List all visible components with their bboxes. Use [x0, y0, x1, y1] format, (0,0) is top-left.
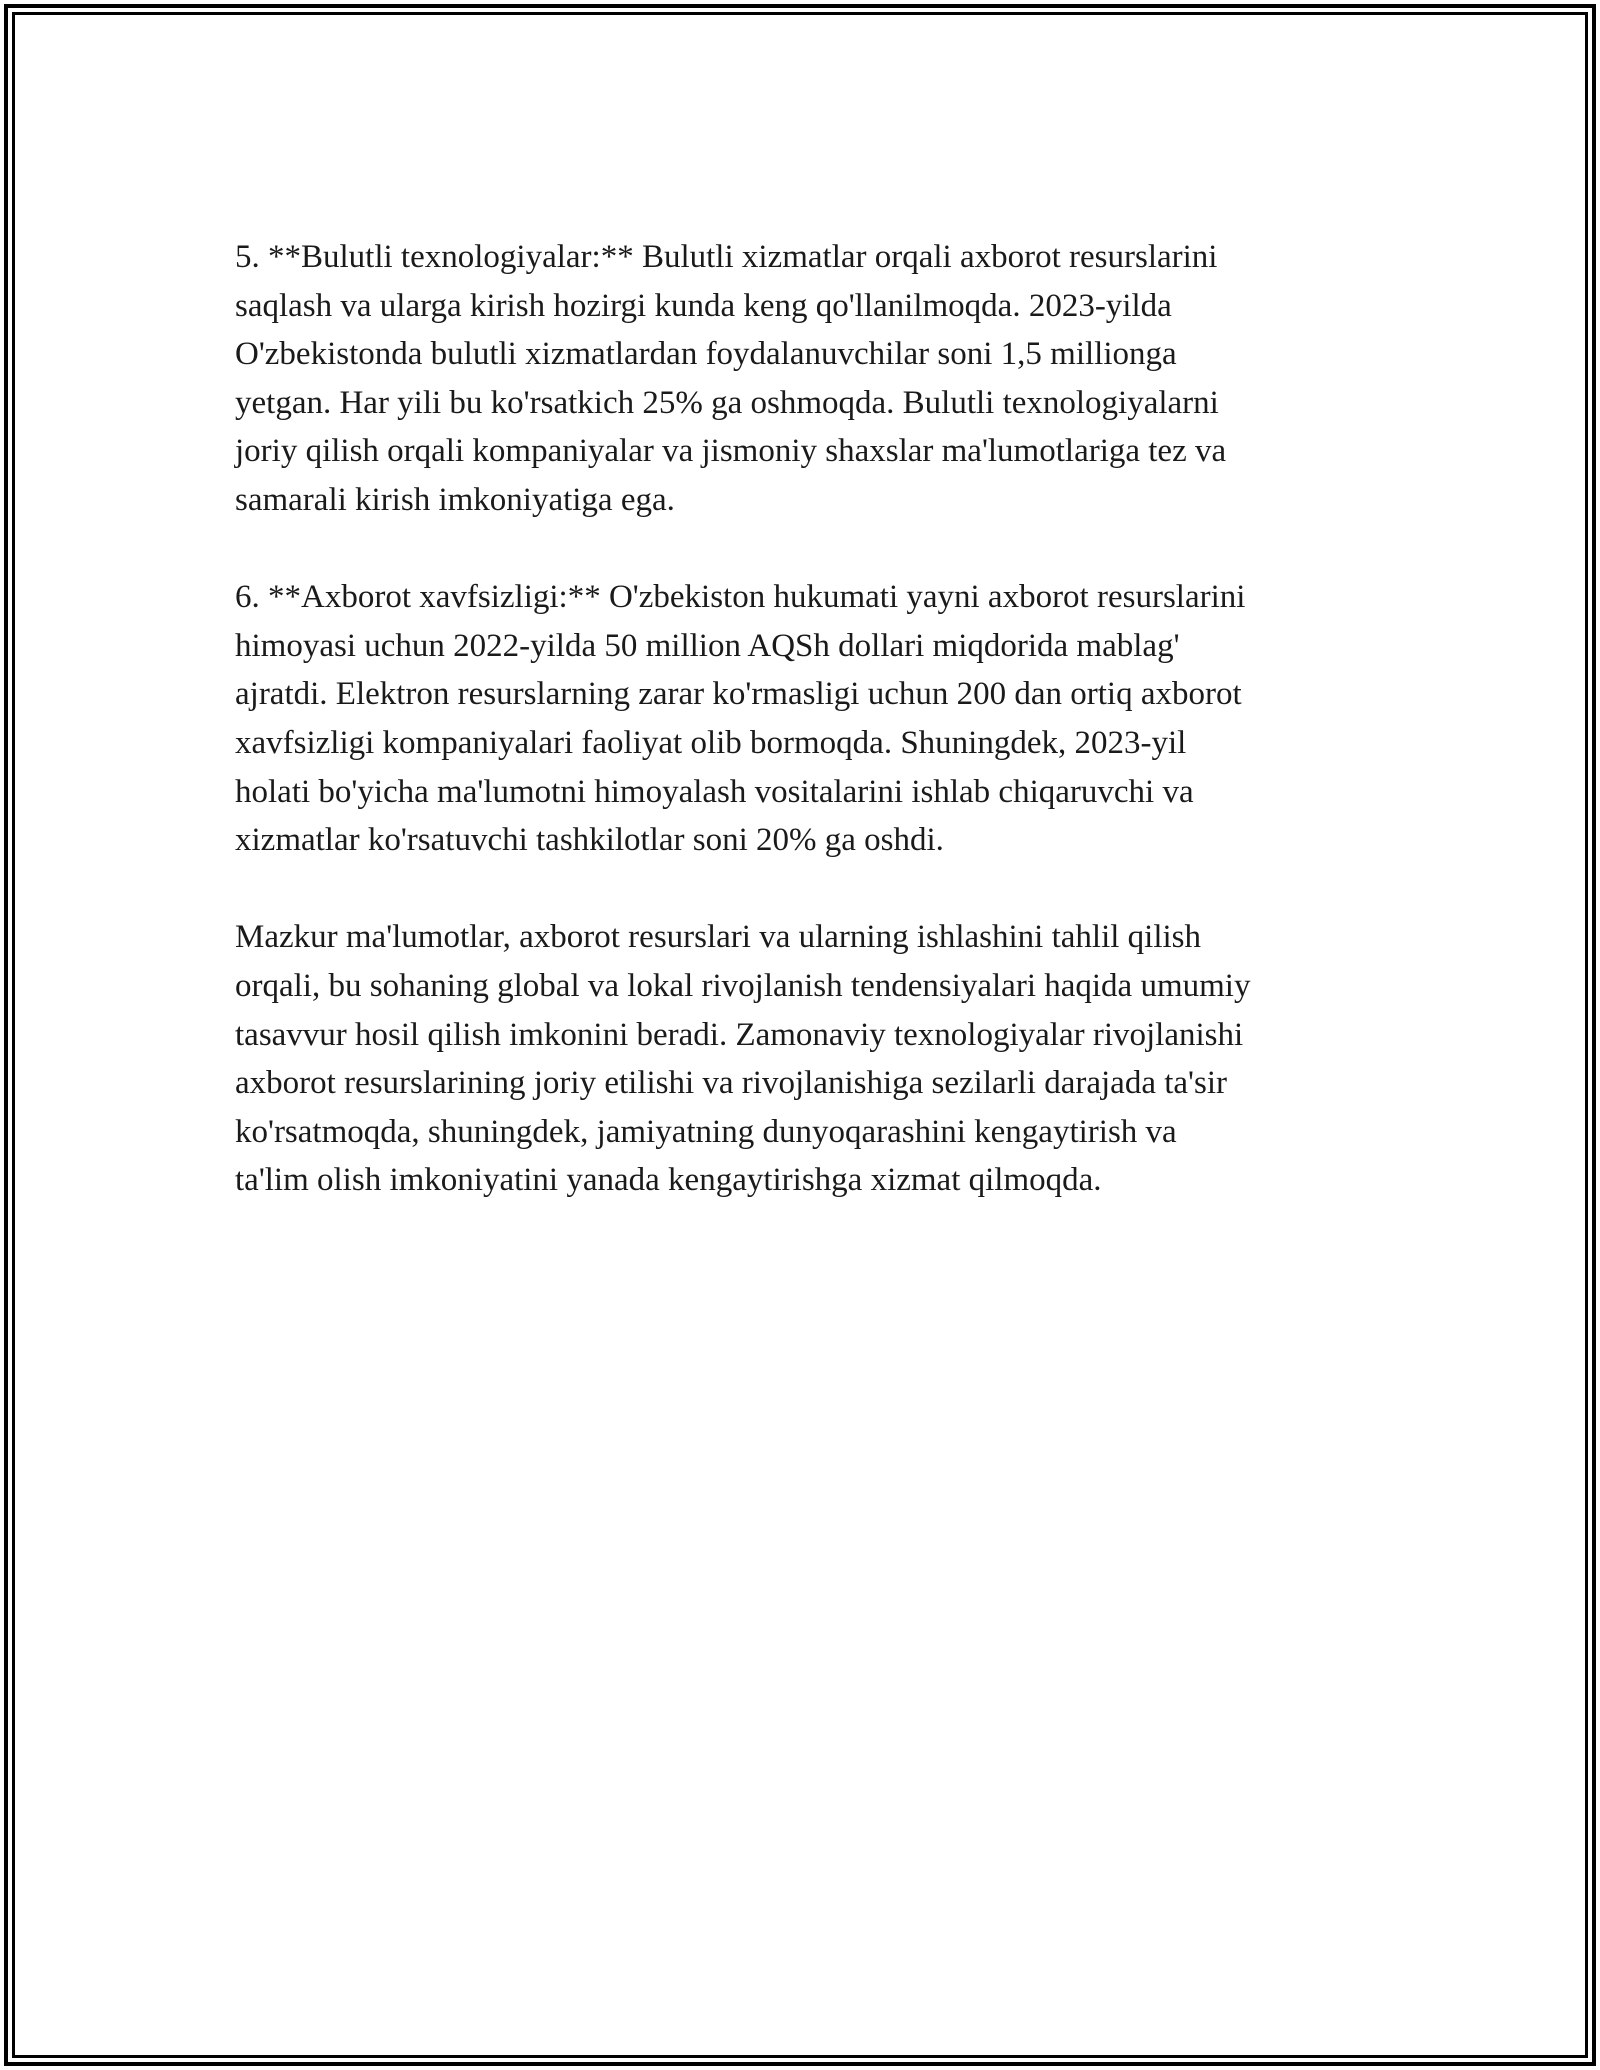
text-line: orqali, bu sohaning global va lokal rivojlanish tendensiyalari haqida umumiy	[235, 967, 1251, 1004]
text-line: samarali kirish imkoniyatiga ega.	[235, 481, 675, 518]
paragraph-conclusion	[235, 913, 1385, 1205]
text-line: O'zbekistonda bulutli xizmatlardan foydalanuvchilar soni 1,5 millionga	[235, 336, 1177, 373]
text-line: saqlash va ularga kirish hozirgi kunda keng qo'llanilmoqda. 2023-yilda	[235, 287, 1172, 324]
text-line: himoyasi uchun 2022-yilda 50 million AQSh dollari miqdorida mablag'	[235, 627, 1180, 664]
text-line: xizmatlar ko'rsatuvchi tashkilotlar soni 20% ga oshdi.	[235, 822, 944, 859]
text-line: Mazkur ma'lumotlar, axborot resurslari va ularning ishlashini tahlil qilish	[235, 919, 1202, 956]
text-line: holati bo'yicha ma'lumotni himoyalash vositalarini ishlab chiqaruvchi va	[235, 773, 1194, 810]
text-line: ko'rsatmoqda, shuningdek, jamiyatning dunyoqarashini kengaytirish va	[235, 1113, 1177, 1150]
text-line: joriy qilish orqali kompaniyalar va jismoniy shaxslar ma'lumotlariga tez va	[235, 433, 1227, 470]
text-line: ta'lim olish imkoniyatini yanada kengaytirishga xizmat qilmoqda.	[235, 1162, 1102, 1199]
text-line: 5. **Bulutli texnologiyalar:** Bulutli xizmatlar orqali axborot resurslarini	[235, 239, 1218, 275]
text-line: yetgan. Har yili bu ko'rsatkich 25% ga oshmoqda. Bulutli texnologiyalarni	[235, 384, 1219, 421]
text-line: xavfsizligi kompaniyalari faoliyat olib bormoqda. Shuningdek, 2023-yil	[235, 724, 1187, 761]
text-line: tasavvur hosil qilish imkonini beradi. Zamonaviy texnologiyalar rivojlanishi	[235, 1016, 1244, 1053]
paragraph-information-security	[235, 573, 1385, 865]
document-body	[235, 233, 1385, 1253]
text-line: ajratdi. Elektron resurslarning zarar ko'rmasligi uchun 200 dan ortiq axborot	[235, 676, 1242, 713]
text-line: 6. **Axborot xavfsizligi:** O'zbekiston hukumati yayni axborot resurslarini	[235, 579, 1246, 616]
paragraph-cloud-technologies	[235, 233, 1385, 525]
text-line: axborot resurslarining joriy etilishi va rivojlanishiga sezilarli darajada ta'sir	[235, 1065, 1227, 1102]
